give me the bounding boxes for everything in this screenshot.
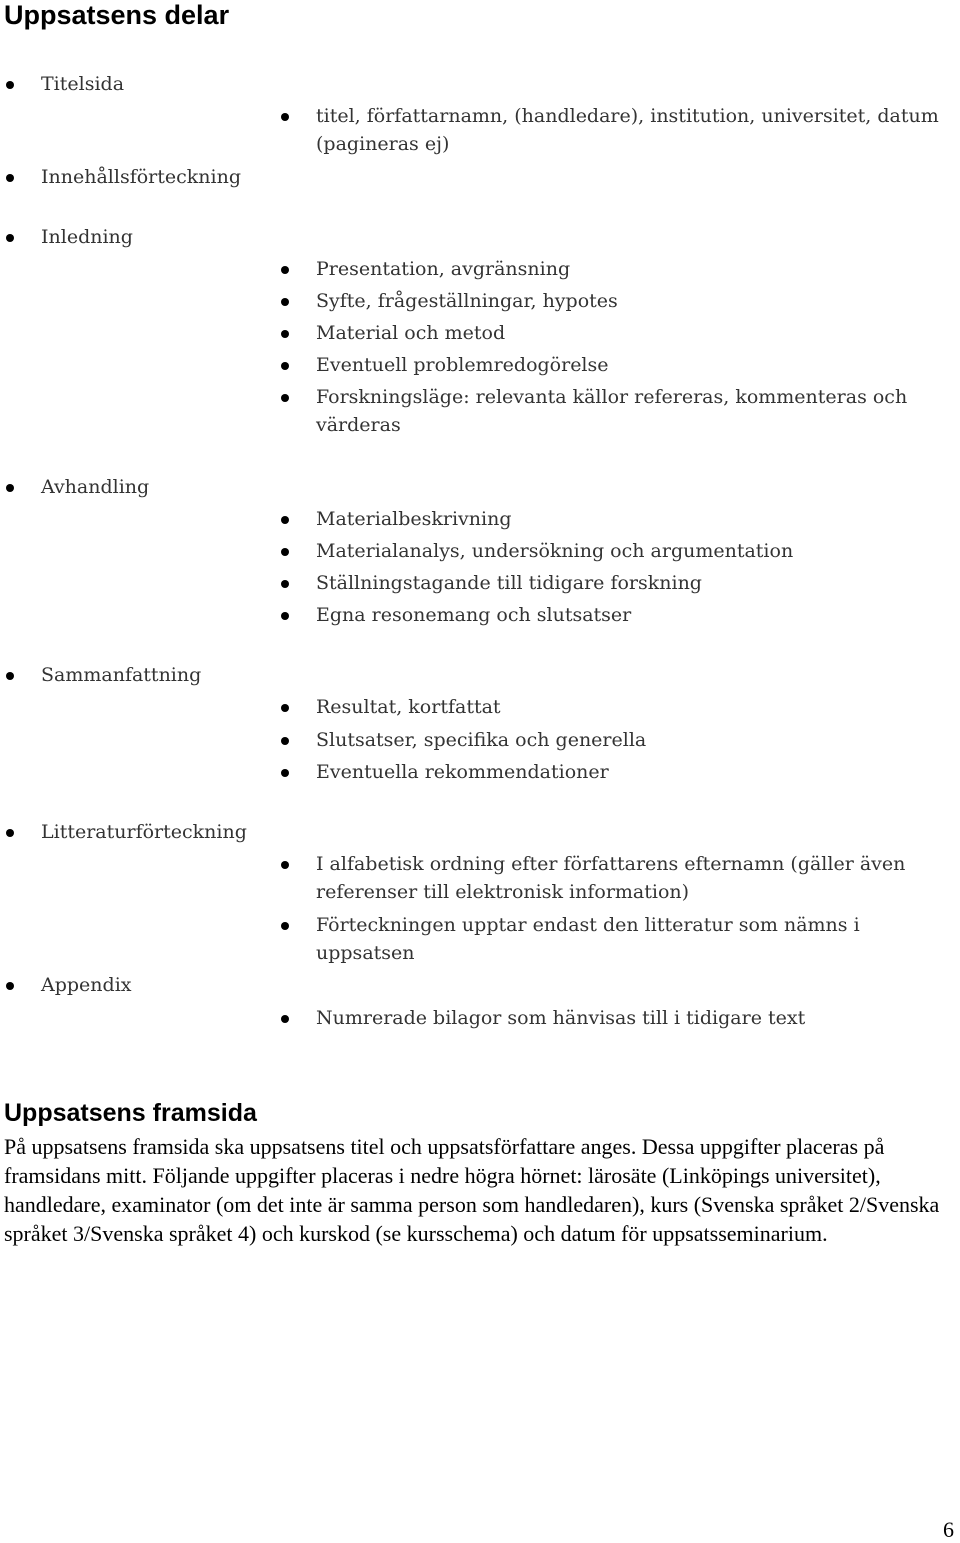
section-innehallsforteckning: Innehållsförteckning [41,166,241,188]
subitem: Egna resonemang och slutsatser [316,604,632,626]
subitem: Eventuella rekommendationer [316,761,609,783]
subitem: Slutsatser, specifika och generella [316,729,647,751]
bullet-icon [281,113,289,121]
bullet-icon [6,174,14,182]
bullet-icon [6,234,14,242]
bullet-icon [6,982,14,990]
subitem: Förteckningen upptar endast den litteratur som nämns i uppsatsen [316,914,860,964]
bullet-icon [281,861,289,869]
subitem: Forskningsläge: relevanta källor refereras, kommenteras och värderas [316,386,908,436]
section-litteraturforteckning: Litteraturförteckning [41,821,247,843]
subitem: I alfabetisk ordning efter författarens efternamn (gäller även referenser till elektronisk information) [316,853,906,903]
section-inledning: Inledning [41,226,133,248]
section-appendix: Appendix [41,974,132,996]
subitem: Ställningstagande till tidigare forskning [316,572,702,594]
section-titelsida: Titelsida [41,73,125,95]
bullet-icon [281,704,289,712]
subitem: Materialbeskrivning [316,508,512,530]
subitem: Eventuell problemredogörelse [316,354,609,376]
bullet-icon [281,1015,289,1023]
subitem: Numrerade bilagor som hänvisas till i tidigare text [316,1007,806,1029]
framsida-paragraph: På uppsatsens framsida ska uppsatsens titel och uppsatsförfattare anges. Dessa uppgifter placeras på framsidans mitt. Följande uppgifter placeras i nedre högra hörnet: lärosäte (Linköpings universitet), handledare, examinator (om det inte är samma person som handledaren), kurs (Svenska språket 2/Svenska språket 3/Svenska språket 4) och kurskod (se kursschema) och datum för uppsatsseminarium. [4,1134,940,1246]
bullet-icon [281,330,289,338]
bullet-icon [6,484,14,492]
bullet-icon [281,266,289,274]
bullet-icon [281,298,289,306]
bullet-icon [281,580,289,588]
subitem: Syfte, frågeställningar, hypotes [316,290,618,312]
subitem: Materialanalys, undersökning och argumentation [316,540,794,562]
subitem-titelsida: titel, författarnamn, (handledare), institution, universitet, datum (pagineras ej) [316,105,939,155]
bullet-icon [281,394,289,402]
bullet-icon [281,516,289,524]
bullet-icon [281,922,289,930]
subitem: Resultat, kortfattat [316,696,501,718]
bullet-icon [281,769,289,777]
bullet-icon [6,672,14,680]
bullet-icon [6,81,14,89]
subitem: Material och metod [316,322,506,344]
bullet-icon [281,737,289,745]
section-sammanfattning: Sammanfattning [41,664,202,686]
subitem: Presentation, avgränsning [316,258,571,280]
section-avhandling: Avhandling [41,476,150,498]
bullet-icon [281,362,289,370]
page-number: 6 [943,1517,954,1542]
section-heading-framsida: Uppsatsens framsida [4,1099,257,1127]
bullet-icon [281,548,289,556]
page-heading: Uppsatsens delar [4,0,230,30]
bullet-icon [6,829,14,837]
bullet-icon [281,612,289,620]
